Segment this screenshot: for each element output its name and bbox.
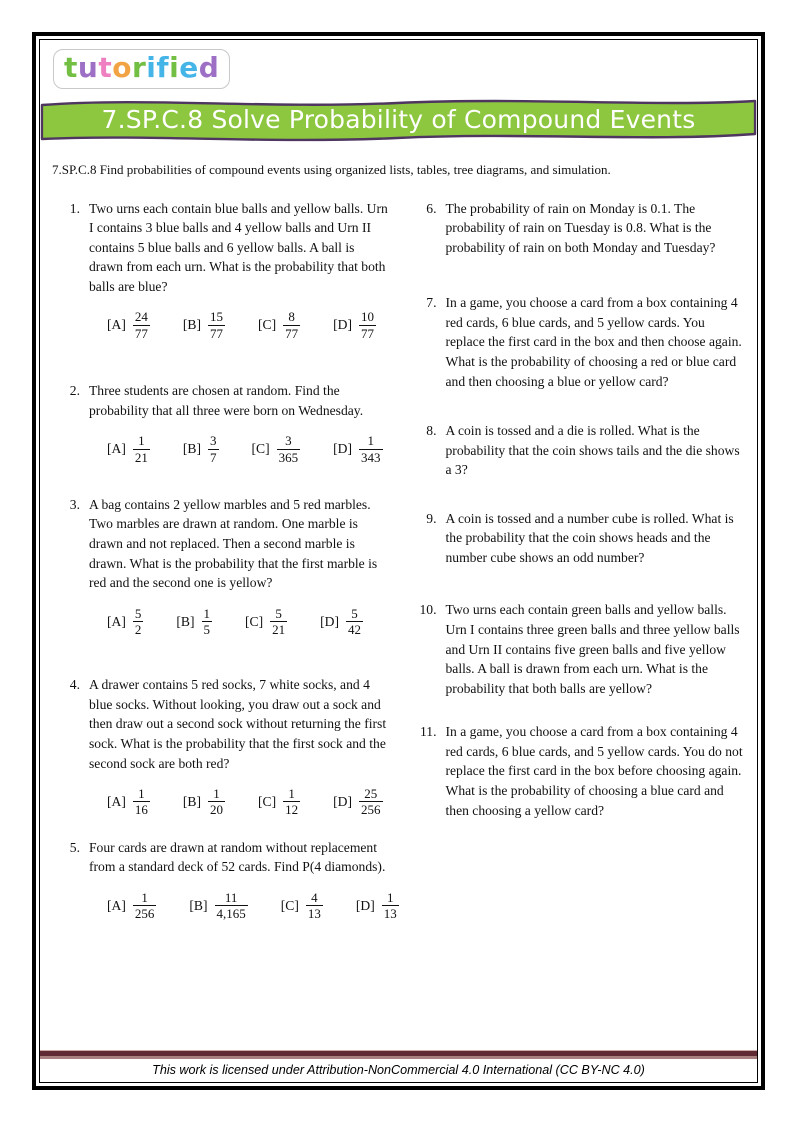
fraction-denominator: 256	[134, 906, 155, 922]
choice-label: [D]	[333, 794, 352, 810]
answer-choice	[107, 786, 150, 818]
fraction-numerator: 1	[213, 786, 220, 802]
choice-label: [C]	[258, 794, 277, 810]
answer-choice	[281, 890, 323, 922]
answer-choice	[107, 606, 143, 638]
choice-fraction	[133, 786, 150, 818]
fraction-numerator: 5	[275, 605, 282, 621]
choice-label: [B]	[176, 613, 195, 629]
choice-label: [A]	[107, 317, 126, 333]
question	[411, 600, 746, 698]
fraction-numerator: 10	[361, 309, 374, 325]
choice-fraction	[202, 606, 213, 638]
logo-letter: o	[112, 51, 132, 84]
fraction-denominator: 2	[134, 621, 142, 637]
questions-area	[40, 178, 757, 1050]
question-number: 1.	[69, 200, 80, 216]
fraction-denominator: 77	[285, 325, 299, 341]
answer-choice	[252, 433, 301, 465]
choice-fraction	[382, 890, 399, 922]
choice-fraction	[133, 309, 150, 341]
choice-label: [D]	[355, 897, 375, 913]
fraction-numerator: 3	[285, 433, 292, 449]
answer-choices	[89, 889, 397, 922]
fraction-numerator: 24	[134, 309, 148, 325]
question-text: A drawer contains 5 red socks, 7 white socks, and 4 blue socks. Without looking, you draw out a sock and then draw out a second sock without returning the first sock. What is the probability that the first sock and the second sock are both red?	[89, 677, 387, 771]
logo-letter: f	[156, 51, 170, 84]
tutorified-logo	[53, 49, 230, 89]
answer-choice	[107, 309, 150, 341]
question	[54, 675, 389, 817]
choice-label: [D]	[320, 613, 339, 629]
fraction-denominator: 12	[285, 802, 299, 818]
answer-choice	[245, 606, 287, 638]
answer-choice	[183, 786, 225, 818]
question-number: 11.	[420, 724, 437, 740]
fraction-numerator: 1	[138, 786, 145, 802]
fraction-numerator: 11	[224, 889, 238, 905]
answer-choice	[356, 890, 399, 922]
question-text: In a game, you choose a card from a box containing 4 red cards, 6 blue cards, and 5 yellow cards. You do not replace the first card in the box before choosing again. What is the probability of choosing a blue card and then choosing a yellow card?	[445, 724, 743, 818]
choice-label: [C]	[280, 897, 299, 913]
header	[40, 40, 757, 94]
choice-fraction	[283, 309, 300, 341]
question	[54, 838, 397, 922]
fraction-denominator: 256	[361, 802, 381, 818]
answer-choice	[258, 309, 300, 341]
choice-label: [D]	[333, 441, 352, 457]
fraction-denominator: 77	[210, 325, 223, 341]
answer-choice	[107, 433, 150, 465]
page-title: 7.SP.C.8 Solve Probability of Compound Events	[101, 105, 696, 135]
footer-divider-bar	[40, 1050, 757, 1059]
fraction-numerator: 1	[141, 889, 148, 905]
answer-choices	[89, 309, 389, 341]
choice-fraction	[359, 786, 383, 818]
choice-label: [C]	[251, 441, 270, 457]
question-number: 4.	[69, 677, 80, 693]
questions-column-left	[54, 199, 397, 922]
choice-fraction	[208, 309, 225, 341]
fraction-denominator: 13	[307, 906, 321, 922]
logo-letter: u	[77, 51, 99, 84]
answer-choice	[176, 606, 212, 638]
answer-choice	[183, 433, 219, 465]
fraction-numerator: 8	[288, 309, 295, 325]
page-inner-frame	[39, 39, 758, 1083]
choice-fraction	[133, 433, 150, 465]
choice-fraction	[359, 309, 376, 341]
answer-choice	[183, 309, 225, 341]
fraction-denominator: 20	[210, 802, 223, 818]
logo-letter: i	[169, 51, 180, 84]
license-text: This work is licensed under Attribution-NonCommercial 4.0 International (CC BY-NC 4.0)	[152, 1063, 645, 1077]
choice-fraction	[283, 786, 300, 818]
choice-label: [B]	[189, 897, 208, 913]
question	[411, 722, 746, 820]
question-text: Two urns each contain green balls and yellow balls. Urn I contains three green balls and three yellow balls and Urn II contains five green balls and five yellow balls. A ball is drawn from each urn. What is the probability that both balls are yellow?	[445, 602, 740, 696]
question-text: A coin is tossed and a die is rolled. What is the probability that the coin shows tails and the die shows a 3?	[445, 423, 740, 478]
question	[411, 509, 746, 568]
answer-choices	[89, 786, 389, 818]
choice-label: [B]	[182, 794, 201, 810]
answer-choice	[320, 606, 363, 638]
fraction-numerator: 5	[351, 605, 358, 621]
fraction-denominator: 5	[203, 621, 210, 637]
question-number: 2.	[69, 383, 80, 399]
question-text: The probability of rain on Monday is 0.1. The probability of rain on Tuesday is 0.8. What is the probability of rain on both Monday and Tuesday?	[445, 200, 716, 255]
choice-fraction	[359, 433, 383, 465]
logo-letter: t	[98, 51, 113, 84]
fraction-numerator: 15	[210, 309, 223, 325]
question-text: A coin is tossed and a number cube is rolled. What is the probability that the coin shows heads and the number cube shows an odd number?	[445, 510, 734, 565]
choice-fraction	[277, 433, 301, 465]
fraction-denominator: 7	[210, 449, 217, 465]
question-text: In a game, you choose a card from a box containing 4 red cards, 6 blue cards, and 5 yellow cards. You replace the first card in the box and then choose again. What is the probability of choosing a red or blue card and then choosing a blue or yellow card?	[445, 295, 742, 389]
footer	[40, 1050, 757, 1082]
fraction-denominator: 42	[348, 621, 361, 637]
question-number: 5.	[69, 839, 80, 855]
question-number: 8.	[426, 423, 437, 439]
fraction-denominator: 21	[134, 449, 148, 465]
fraction-numerator: 4	[311, 889, 318, 905]
choice-label: [A]	[107, 441, 126, 457]
choice-label: [B]	[182, 441, 201, 457]
fraction-numerator: 1	[367, 433, 374, 449]
question	[411, 421, 746, 480]
answer-choice	[107, 890, 156, 922]
question	[411, 199, 746, 258]
question	[54, 199, 389, 341]
choice-fraction	[270, 606, 287, 638]
answer-choice	[258, 786, 300, 818]
fraction-denominator: 77	[134, 325, 148, 341]
choice-fraction	[215, 890, 248, 922]
question	[411, 293, 746, 391]
fraction-numerator: 3	[210, 433, 217, 449]
questions-column-right	[411, 199, 746, 855]
question-text: A bag contains 2 yellow marbles and 5 red marbles. Two marbles are drawn at random. One marble is drawn and not replaced. Then a second marble is drawn. What is the probability that the first marble is red and the second one is yellow?	[89, 496, 378, 591]
page	[32, 32, 765, 1090]
answer-choice	[333, 786, 382, 818]
logo-letter: t	[64, 51, 78, 84]
choice-label: [C]	[258, 317, 277, 333]
question	[54, 495, 389, 637]
answer-choice	[333, 433, 382, 465]
question-number: 6.	[426, 200, 437, 216]
choice-fraction	[133, 890, 157, 922]
fraction-numerator: 25	[364, 786, 378, 802]
logo-letter: r	[131, 51, 147, 84]
question-text: Three students are chosen at random. Find the probability that all three were born on Wednesday.	[89, 383, 364, 418]
fraction-denominator: 77	[361, 325, 374, 341]
fraction-numerator: 1	[387, 889, 394, 905]
fraction-numerator: 1	[203, 605, 210, 621]
fraction-denominator: 21	[272, 621, 286, 637]
choice-fraction	[208, 433, 219, 465]
choice-label: [D]	[333, 317, 352, 333]
logo-letter: d	[198, 51, 220, 84]
answer-choices	[89, 606, 389, 638]
fraction-denominator: 365	[278, 449, 299, 465]
standard-description: 7.SP.C.8 Find probabilities of compound events using organized lists, tables, tree diagrams, and simulation.	[52, 161, 611, 177]
choice-label: [B]	[182, 317, 201, 333]
fraction-denominator: 4,165	[216, 906, 246, 922]
question-number: 7.	[426, 295, 437, 311]
logo-letter: i	[146, 51, 157, 84]
fraction-denominator: 343	[361, 449, 381, 465]
choice-label: [A]	[107, 794, 126, 810]
choice-fraction	[208, 786, 225, 818]
choice-label: [C]	[245, 613, 264, 629]
question	[54, 381, 389, 465]
fraction-numerator: 5	[134, 605, 142, 621]
fraction-denominator: 13	[383, 906, 397, 922]
question-text: Four cards are drawn at random without replacement from a standard deck of 52 cards. Find P(4 diamonds).	[89, 839, 386, 875]
fraction-numerator: 1	[138, 433, 145, 449]
question-text: Two urns each contain blue balls and yellow balls. Urn I contains 3 blue balls and 4 yellow balls and Urn II contains 5 blue balls and 6 yellow balls. A ball is drawn from each urn. What is the probability that both balls are blue?	[89, 200, 388, 294]
choice-label: [A]	[107, 613, 126, 629]
answer-choice	[189, 890, 247, 922]
answer-choices	[89, 433, 389, 465]
title-banner	[40, 94, 757, 144]
choice-fraction	[306, 890, 323, 922]
logo-letter: e	[179, 51, 199, 84]
question-number: 3.	[69, 496, 80, 512]
choice-label: [A]	[107, 897, 126, 913]
question-number: 9.	[426, 510, 437, 526]
fraction-denominator: 16	[134, 802, 148, 818]
question-number: 10.	[419, 602, 437, 618]
fraction-numerator: 1	[288, 786, 295, 802]
answer-choice	[333, 309, 376, 341]
choice-fraction	[346, 606, 363, 638]
choice-fraction	[133, 606, 144, 638]
